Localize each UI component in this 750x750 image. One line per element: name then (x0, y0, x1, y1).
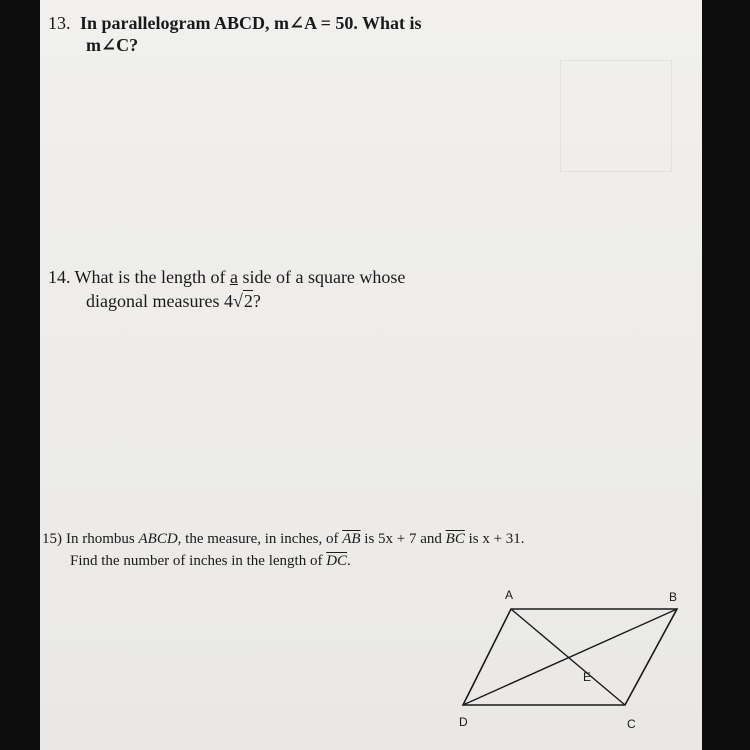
question-13-number: 13. (48, 13, 71, 33)
rhombus-name: ABCD (138, 531, 178, 547)
question-15-text-5: Find the number of inches in the length of (70, 553, 327, 569)
question-14-line2 (48, 289, 488, 313)
label-c: C (627, 717, 636, 731)
label-a: A (505, 588, 514, 602)
question-15-text-1: In rhombus (66, 531, 139, 547)
question-13-line1 (48, 12, 488, 34)
question-13-line2: m∠C? (86, 35, 139, 55)
question-14-line1 (48, 265, 488, 289)
segment-ab: $\overline{AB}$ (342, 531, 361, 547)
segment-bc: $\overline{BC}$ (445, 531, 465, 547)
label-d: D (459, 715, 468, 729)
question-15 (42, 528, 642, 572)
segment-dc: $\overline{DC}$ (326, 553, 348, 569)
question-15-text-6: . (347, 553, 351, 569)
label-b: B (669, 590, 678, 604)
radical-sign: √ (232, 291, 243, 311)
question-15-number: 15) (42, 531, 62, 547)
question-15-text-3: is 5x + 7 and (360, 531, 446, 547)
question-15-text-4: is x + 31. (464, 531, 525, 547)
worksheet-page (40, 0, 702, 750)
bleed-through-decoration (560, 60, 672, 172)
question-15-text-2: , the measure, in inches, of (177, 531, 343, 547)
question-15-line2 (42, 550, 642, 572)
rhombus-figure (455, 585, 695, 735)
diagonal-ac (511, 609, 625, 705)
question-14-text-1a: What is the length of (74, 267, 230, 287)
question-14-text-2b: ? (252, 291, 261, 311)
question-14-text-1b: side of a square whose (237, 267, 406, 287)
question-14-text-2a: diagonal measures 4 (86, 291, 233, 311)
question-14-number: 14. (48, 267, 71, 287)
question-13-text-1: In parallelogram ABCD, m∠A = 50. What is (80, 13, 422, 33)
question-14 (48, 265, 488, 313)
question-15-line1 (42, 528, 642, 550)
label-e: E (583, 670, 592, 684)
radicand: 2 (243, 291, 253, 311)
diagonal-bd (463, 609, 677, 705)
question-13 (48, 12, 488, 56)
question-14-underlined-word: a (229, 267, 238, 287)
